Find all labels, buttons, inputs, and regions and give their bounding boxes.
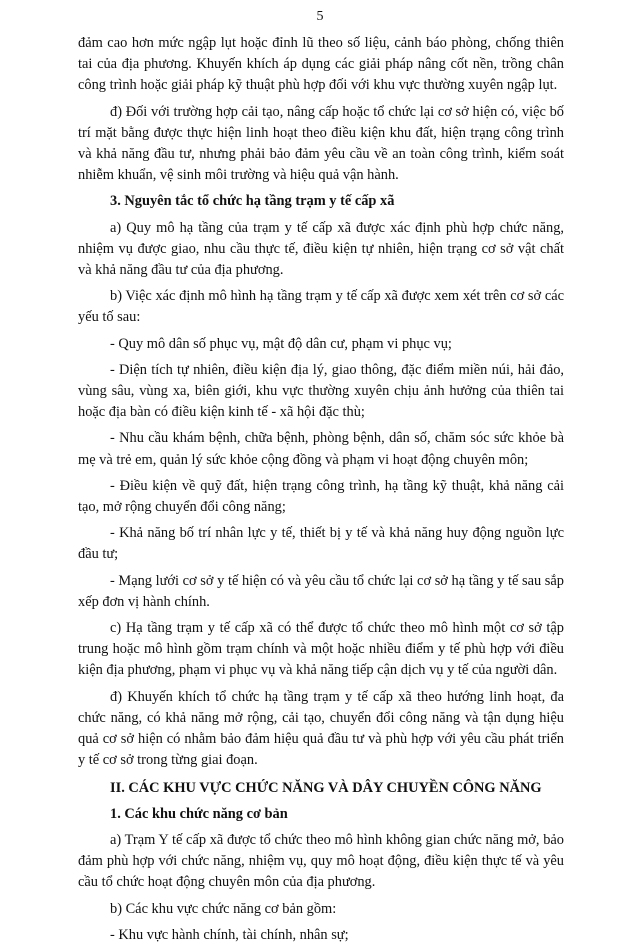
paragraph-model-factors: b) Việc xác định mô hình hạ tầng trạm y tế cấp xã được xem xét trên cơ sở các yếu tố sau: — [78, 288, 564, 326]
section-heading-functional-areas: II. CÁC KHU VỰC CHỨC NĂNG VÀ DÂY CHUYỀN CÔNG NĂNG — [110, 779, 542, 796]
paragraph-flexibility: đ) Khuyến khích tổ chức hạ tầng trạm y tế cấp xã theo hướng linh hoạt, đa chức năng, có khả năng mở rộng, cải tạo, chuyển đổi công năng và tận dụng hiệu quả cơ sở hiện có nhằm bảo đảm hiệu quả đầu tư và phù hợp với yêu cầu phát triển y tế cơ sở trong từng giai đoạn. — [78, 688, 564, 769]
list-item-administration: - Khu vực hành chính, tài chính, nhân sự; — [110, 926, 349, 943]
list-item-staffing: - Khả năng bố trí nhân lực y tế, thiết bị y tế và khả năng huy động nguồn lực đầu tư; — [78, 525, 564, 563]
list-item-population: - Quy mô dân số phục vụ, mật độ dân cư, phạm vi phục vụ; — [110, 335, 452, 352]
paragraph-open-space-model: a) Trạm Y tế cấp xã được tổ chức theo mô hình không gian chức năng mở, bảo đảm phù hợp với chức năng, nhiệm vụ, quy mô hoạt động, điều kiện thực tế và yêu cầu tổ chức hoạt động chuyên môn của địa phương. — [78, 831, 564, 891]
paragraph-organization-model: c) Hạ tầng trạm y tế cấp xã có thể được tổ chức theo mô hình một cơ sở tập trung hoặc mô hình gồm trạm chính và một hoặc nhiều điểm y tế phù hợp với điều kiện địa phương, phạm vi phục vụ và khả năng tiếp cận dịch vụ y tế của người dân. — [78, 620, 564, 679]
paragraph-renovation: đ) Đối với trường hợp cải tạo, nâng cấp hoặc tổ chức lại cơ sở hiện có, việc bố trí mặt bằng được thực hiện linh hoạt theo điều kiện khu đất, hiện trạng công trình và khả năng đầu tư, nhưng phải bảo đảm yêu cầu về an toàn công trình, kiểm soát nhiễm khuẩn, vệ sinh môi trường và hiệu quả vận hành. — [78, 103, 564, 184]
heading-infrastructure-principles: 3. Nguyên tắc tổ chức hạ tầng trạm y tế cấp xã — [110, 193, 395, 210]
list-item-geography: - Diện tích tự nhiên, điều kiện địa lý, giao thông, đặc điểm miền núi, hải đảo, vùng sâu, vùng xa, biên giới, khu vực thường xuyên chịu ảnh hưởng của thiên tai hoặc địa bàn có điều kiện kinh tế - xã hội đặc thù; — [78, 361, 564, 421]
paragraph-basic-areas-intro: b) Các khu vực chức năng cơ bản gồm: — [110, 900, 337, 917]
list-item-network: - Mạng lưới cơ sở y tế hiện có và yêu cầu tổ chức lại cơ sở hạ tầng y tế sau sắp xếp đơn vị hành chính. — [78, 572, 564, 610]
list-item-land-conditions: - Điều kiện về quỹ đất, hiện trạng công trình, hạ tầng kỹ thuật, khả năng cải tạo, mở rộng chuyển đổi công năng; — [78, 477, 564, 516]
page-number: 5 — [316, 9, 324, 24]
paragraph-flood-continuation: đảm cao hơn mức ngập lụt hoặc đỉnh lũ theo số liệu, cảnh báo phòng, chống thiên tai của địa phương. Khuyến khích áp dụng các giải pháp nâng cốt nền, trồng chân công trình hoặc giải pháp kỹ thuật phù hợp đối với khu vực thường xuyên ngập lụt. — [78, 35, 564, 94]
heading-basic-areas: 1. Các khu chức năng cơ bản — [110, 805, 288, 822]
paragraph-scale: a) Quy mô hạ tầng của trạm y tế cấp xã được xác định phù hợp chức năng, nhiệm vụ được giao, nhu cầu thực tế, điều kiện tự nhiên, hiện trạng cơ sở vật chất và khả năng đầu tư của địa phương. — [78, 219, 564, 279]
page-content — [78, 33, 564, 951]
list-item-care-needs: - Nhu cầu khám bệnh, chữa bệnh, phòng bệnh, dân số, chăm sóc sức khỏe bà mẹ và trẻ em, quản lý sức khỏe cộng đồng và phạm vi hoạt động chuyên môn; — [78, 430, 564, 468]
